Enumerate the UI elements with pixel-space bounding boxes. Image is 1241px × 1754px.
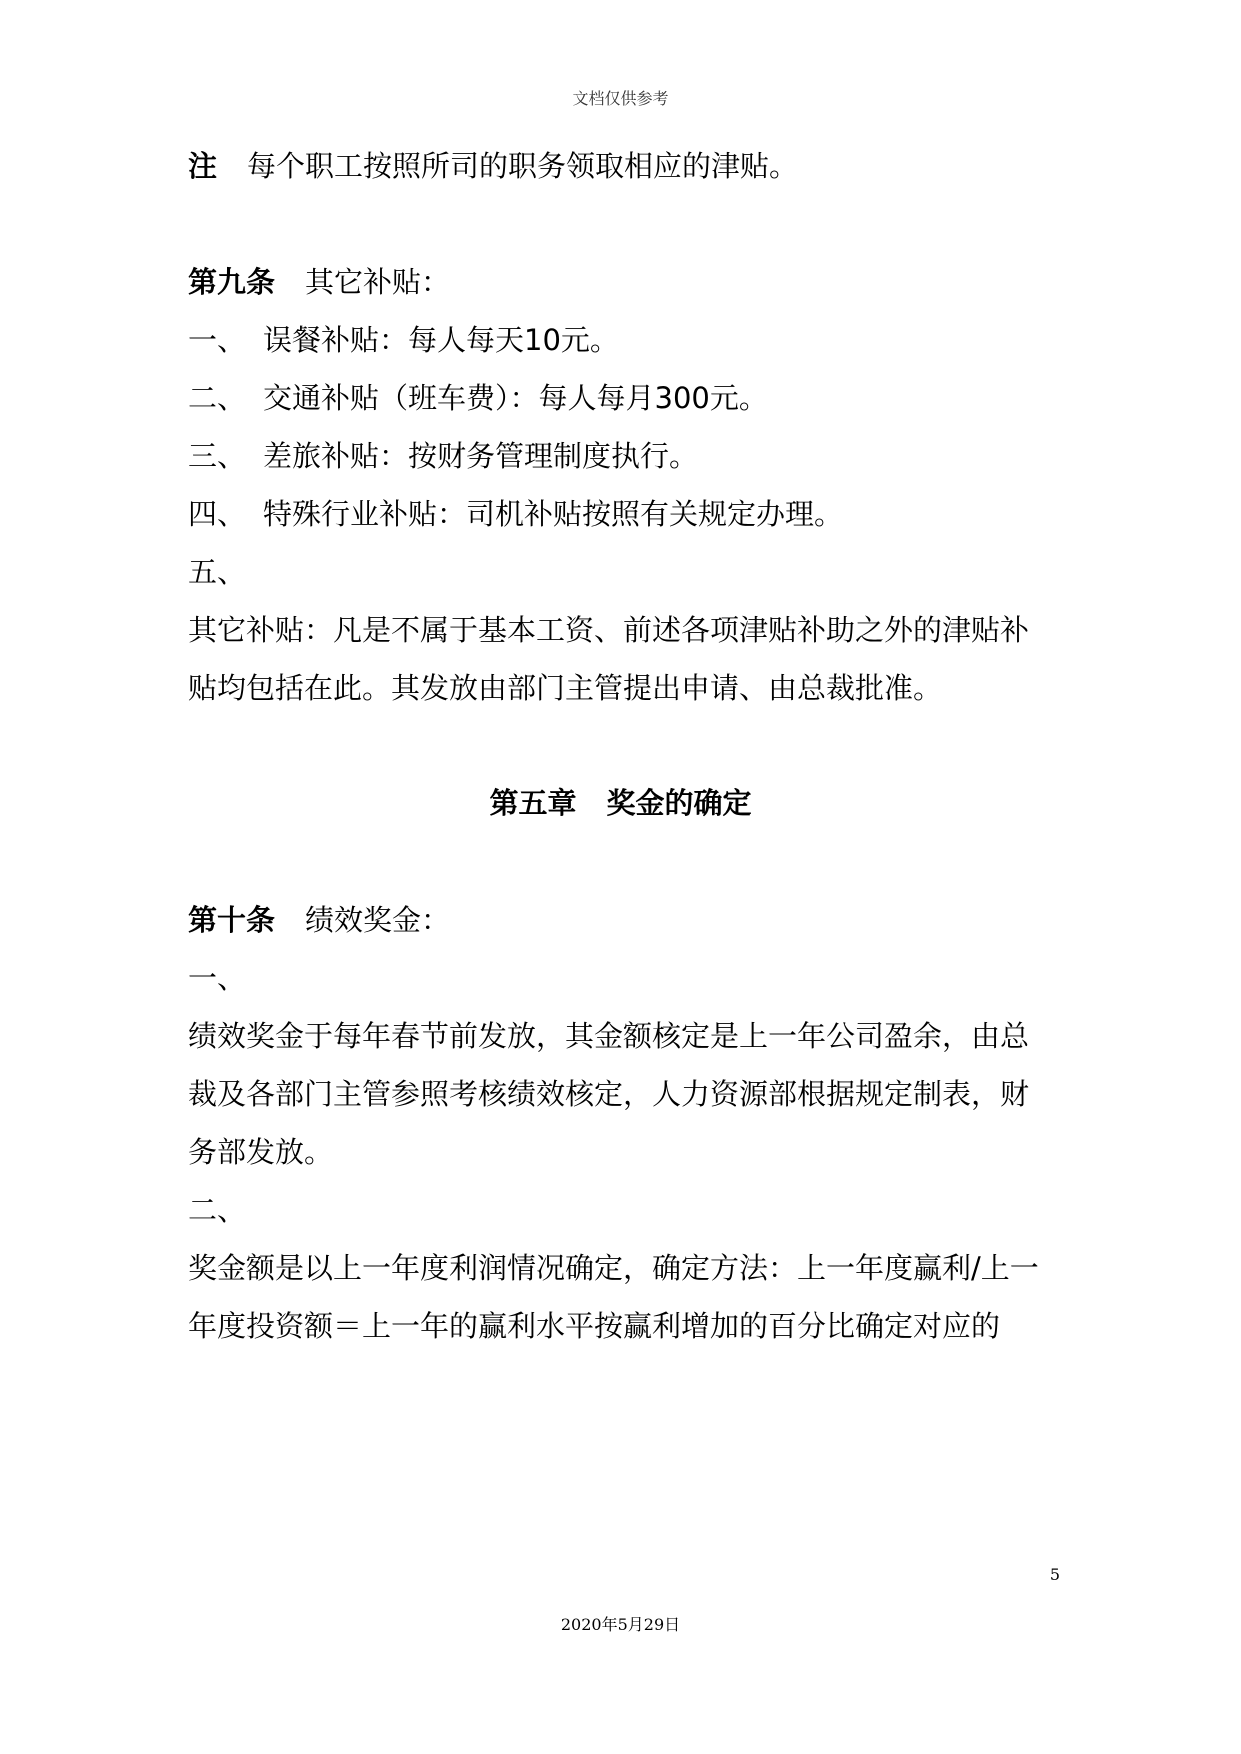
note-label: 注 — [188, 149, 218, 183]
list-item-text: 交通补贴（班车费）：每人每月300元。 — [263, 381, 768, 415]
paragraph-line: 其它补贴：凡是不属于基本工资、前述各项津贴补助之外的津贴补 — [188, 613, 1030, 647]
list-item-number: 一、 — [188, 961, 247, 995]
list-item-number: 五、 — [188, 555, 247, 589]
list-item — [188, 494, 843, 534]
list-item — [188, 320, 619, 360]
paragraph-line: 务部发放。 — [188, 1135, 334, 1169]
paragraph-line: 奖金额是以上一年度利润情况确定，确定方法：上一年度赢利/上一 — [188, 1251, 1039, 1285]
paragraph-line: 贴均包括在此。其发放由部门主管提出申请、由总裁批准。 — [188, 671, 943, 705]
article10-heading — [188, 900, 450, 940]
note-line — [188, 146, 798, 186]
article9-subtitle: 其它补贴： — [305, 265, 451, 299]
paragraph-line: 年度投资额＝上一年的赢利水平按赢利增加的百分比确定对应的 — [188, 1309, 1001, 1343]
chapter-subtitle: 奖金的确定 — [606, 786, 752, 820]
chapter-title: 第五章 — [489, 786, 577, 820]
chapter-heading — [0, 783, 1241, 823]
list-item-number: 三、 — [188, 439, 247, 473]
article9-title: 第九条 — [188, 265, 276, 299]
list-item-text: 特殊行业补贴：司机补贴按照有关规定办理。 — [263, 497, 844, 531]
list-item-text: 差旅补贴：按财务管理制度执行。 — [263, 439, 699, 473]
list-item-number: 二、 — [188, 381, 247, 415]
page-number: 5 — [1049, 1565, 1060, 1584]
article10-title: 第十条 — [188, 903, 276, 937]
page-footer-date: 2020年5月29日 — [560, 1615, 681, 1634]
list-item-number: 一、 — [188, 323, 247, 357]
article10-subtitle: 绩效奖金： — [305, 903, 451, 937]
paragraph-line: 绩效奖金于每年春节前发放，其金额核定是上一年公司盈余，由总 — [188, 1019, 1030, 1053]
list-item-text: 误餐补贴：每人每天10元。 — [263, 323, 619, 357]
list-item — [188, 378, 768, 418]
note-text: 每个职工按照所司的职务领取相应的津贴。 — [247, 149, 799, 183]
list-item-number: 四、 — [188, 497, 247, 531]
page-header: 文档仅供参考 — [572, 89, 669, 108]
article9-heading — [188, 262, 450, 302]
list-item-number: 二、 — [188, 1193, 247, 1227]
paragraph-line: 裁及各部门主管参照考核绩效核定，人力资源部根据规定制表，财 — [188, 1077, 1030, 1111]
list-item — [188, 436, 698, 476]
